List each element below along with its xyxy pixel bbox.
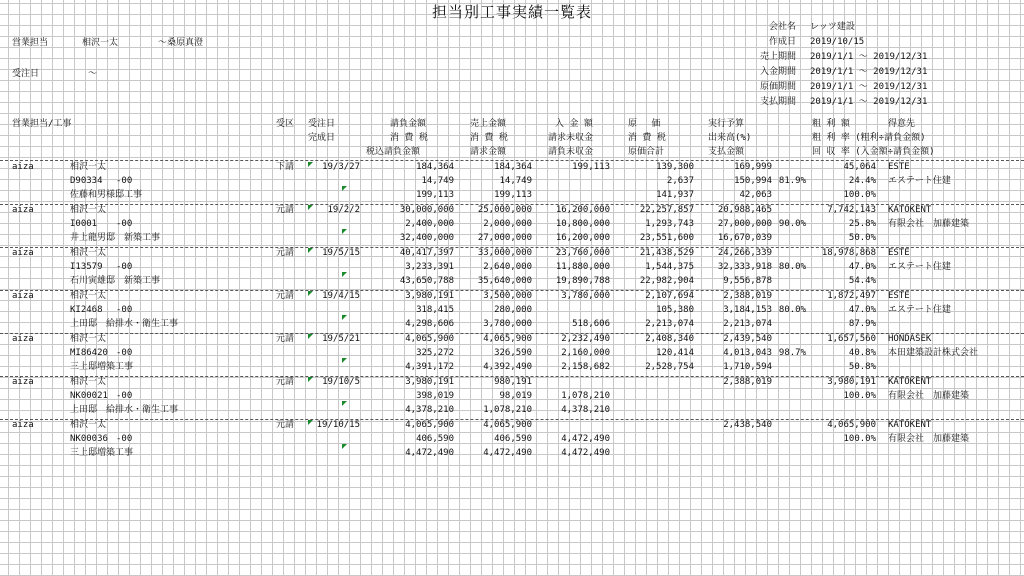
amount-cell: 43,650,788 bbox=[399, 276, 454, 286]
amount-cell: 100.0% bbox=[843, 391, 876, 401]
header-done-date: 完成日 bbox=[308, 133, 336, 143]
amount-cell: 4,472,490 bbox=[405, 448, 454, 458]
amount-cell: 81.9% bbox=[778, 176, 806, 186]
comment-flag-icon bbox=[342, 358, 347, 363]
order-date: 19/10/5 bbox=[322, 377, 360, 387]
amount-cell: 54.4% bbox=[848, 276, 876, 286]
amount-cell: 87.9% bbox=[848, 319, 876, 329]
comment-flag-icon bbox=[342, 401, 347, 406]
order-type: 下請 bbox=[276, 162, 295, 172]
amount-cell: 21,438,529 bbox=[639, 248, 694, 258]
project-branch: -00 bbox=[116, 262, 133, 272]
amount-cell: 1,544,375 bbox=[645, 262, 694, 272]
amount-cell: 2,439,540 bbox=[723, 334, 772, 344]
amount-cell: 80.0% bbox=[778, 262, 806, 272]
staff-code: aiza bbox=[12, 334, 34, 344]
amount-cell: 32,400,000 bbox=[399, 233, 454, 243]
amount-cell: 16,200,000 bbox=[555, 205, 610, 215]
staff-code: aiza bbox=[12, 162, 34, 172]
amount-cell: 3,980,191 bbox=[405, 291, 454, 301]
amount-cell: 23,551,600 bbox=[639, 233, 694, 243]
amount-cell: 98,019 bbox=[499, 391, 532, 401]
project-name: 佐藤和男様邸工事 bbox=[70, 190, 143, 200]
amount-cell: 406,590 bbox=[494, 434, 532, 444]
amount-cell: 518,606 bbox=[572, 319, 610, 329]
amount-cell: 11,880,000 bbox=[555, 262, 610, 272]
info-value: 2019/1/1 ～ 2019/12/31 bbox=[810, 52, 928, 62]
amount-cell: 139,300 bbox=[656, 162, 694, 172]
amount-cell: 14,749 bbox=[421, 176, 454, 186]
info-label: 売上期間 bbox=[759, 52, 796, 62]
amount-cell: 4,065,900 bbox=[827, 420, 876, 430]
header-invoice-unpaid: 請求未収金 bbox=[548, 133, 594, 143]
client-name: 本田建築設計株式会社 bbox=[888, 348, 979, 358]
report-title: 担当別工事実績一覧表 bbox=[431, 3, 592, 21]
amount-cell: 100.0% bbox=[843, 190, 876, 200]
amount-cell: 14,749 bbox=[499, 176, 532, 186]
project-code: MI86420 bbox=[70, 348, 108, 358]
comment-flag-icon bbox=[342, 444, 347, 449]
amount-cell: 406,590 bbox=[416, 434, 454, 444]
project-code: KI2468 bbox=[70, 305, 103, 315]
project-code: NK00036 bbox=[70, 434, 108, 444]
amount-cell: 4,472,490 bbox=[561, 434, 610, 444]
comment-flag-icon bbox=[308, 248, 313, 253]
header-contract-total: 税込請負金額 bbox=[366, 147, 421, 157]
comment-flag-icon bbox=[342, 272, 347, 277]
staff-code: aiza bbox=[12, 248, 34, 258]
staff-name: 相沢一太 bbox=[70, 248, 107, 258]
order-date: 19/3/27 bbox=[322, 162, 360, 172]
comment-flag-icon bbox=[308, 162, 313, 167]
amount-cell: 3,780,000 bbox=[483, 319, 532, 329]
staff-name: 相沢一太 bbox=[70, 162, 107, 172]
staff-name: 相沢一太 bbox=[70, 420, 107, 430]
amount-cell: 25,000,000 bbox=[477, 205, 532, 215]
order-type: 元請 bbox=[276, 377, 295, 387]
header-order-date: 受注日 bbox=[308, 119, 336, 129]
amount-cell: 20,988,465 bbox=[717, 205, 772, 215]
amount-cell: 80.0% bbox=[778, 305, 806, 315]
amount-cell: 2,640,000 bbox=[483, 262, 532, 272]
info-value: レッツ建設 bbox=[810, 22, 855, 32]
project-code: NK00021 bbox=[70, 391, 108, 401]
amount-cell: 9,556,878 bbox=[723, 276, 772, 286]
staff-code: aiza bbox=[12, 205, 34, 215]
staff-code: aiza bbox=[12, 420, 34, 430]
info-label: 原価期間 bbox=[759, 82, 796, 92]
amount-cell: 3,980,191 bbox=[405, 377, 454, 387]
amount-cell: 24,266,339 bbox=[717, 248, 772, 258]
amount-cell: 2,232,490 bbox=[561, 334, 610, 344]
sales-to: ～桑原真澄 bbox=[158, 38, 204, 48]
header-budget: 実行予算 bbox=[708, 119, 745, 129]
staff-name: 相沢一太 bbox=[70, 334, 107, 344]
amount-cell: 4,013,043 bbox=[723, 348, 772, 358]
client-name: エステート住建 bbox=[888, 176, 951, 186]
amount-cell: 2,107,694 bbox=[645, 291, 694, 301]
amount-cell: 7,742,143 bbox=[827, 205, 876, 215]
amount-cell: 4,472,490 bbox=[483, 448, 532, 458]
order-date-range: ～ bbox=[88, 69, 98, 79]
header-contract-unpaid: 請負未収金 bbox=[548, 147, 594, 157]
amount-cell: 16,200,000 bbox=[555, 233, 610, 243]
amount-cell: 2,388,019 bbox=[723, 291, 772, 301]
amount-cell: 100.0% bbox=[843, 434, 876, 444]
amount-cell: 24.4% bbox=[848, 176, 876, 186]
amount-cell: 280,000 bbox=[494, 305, 532, 315]
amount-cell: 980,191 bbox=[494, 377, 532, 387]
header-kubun: 受区 bbox=[276, 119, 295, 129]
header-progress: 出来高(%) bbox=[708, 133, 752, 143]
project-name: 上田邸 給排水・衛生工事 bbox=[70, 405, 179, 415]
amount-cell: 2,438,540 bbox=[723, 420, 772, 430]
header-client: 得意先 bbox=[888, 119, 916, 129]
amount-cell: 25.8% bbox=[848, 219, 876, 229]
header-invoice: 請求金額 bbox=[470, 147, 507, 157]
amount-cell: 2,388,019 bbox=[723, 377, 772, 387]
amount-cell: 50.0% bbox=[848, 233, 876, 243]
comment-flag-icon bbox=[308, 377, 313, 382]
project-code: D90334 bbox=[70, 176, 103, 186]
amount-cell: 98.7% bbox=[778, 348, 806, 358]
project-name: 三上邸増築工事 bbox=[70, 448, 134, 458]
amount-cell: 4,065,900 bbox=[483, 420, 532, 430]
order-type: 元請 bbox=[276, 291, 295, 301]
amount-cell: 1,872,497 bbox=[827, 291, 876, 301]
staff-code: aiza bbox=[12, 377, 34, 387]
client-name: エステート住建 bbox=[888, 262, 951, 272]
header-cost-total: 原価合計 bbox=[628, 147, 665, 157]
amount-cell: 2,637 bbox=[666, 176, 694, 186]
amount-cell: 1,078,210 bbox=[483, 405, 532, 415]
amount-cell: 199,113 bbox=[416, 190, 454, 200]
client-code: ESTE bbox=[888, 162, 910, 172]
amount-cell: 22,982,904 bbox=[639, 276, 694, 286]
amount-cell: 1,293,743 bbox=[645, 219, 694, 229]
amount-cell: 2,408,340 bbox=[645, 334, 694, 344]
amount-cell: 19,890,788 bbox=[555, 276, 610, 286]
client-code: KATOKENT bbox=[888, 205, 932, 215]
amount-cell: 3,500,000 bbox=[483, 291, 532, 301]
amount-cell: 10,800,000 bbox=[555, 219, 610, 229]
header-received: 入 金 額 bbox=[555, 119, 593, 129]
amount-cell: 2,160,000 bbox=[561, 348, 610, 358]
staff-name: 相沢一太 bbox=[70, 205, 107, 215]
amount-cell: 40,417,397 bbox=[399, 248, 454, 258]
amount-cell: 27,000,000 bbox=[717, 219, 772, 229]
staff-name: 相沢一太 bbox=[70, 291, 107, 301]
comment-flag-icon bbox=[308, 205, 313, 210]
client-name: 有限会社 加藤建築 bbox=[888, 434, 970, 444]
amount-cell: 50.8% bbox=[848, 362, 876, 372]
project-branch: -00 bbox=[116, 176, 133, 186]
amount-cell: 4,298,606 bbox=[405, 319, 454, 329]
order-date-label: 受注日 bbox=[12, 69, 40, 79]
amount-cell: 35,640,000 bbox=[477, 276, 532, 286]
order-date: 19/10/15 bbox=[316, 420, 360, 430]
info-value: 2019/1/1 ～ 2019/12/31 bbox=[810, 97, 928, 107]
header-contract: 請負金額 bbox=[390, 119, 427, 129]
amount-cell: 45,064 bbox=[843, 162, 876, 172]
info-label: 会社名 bbox=[768, 22, 796, 32]
comment-flag-icon bbox=[342, 315, 347, 320]
header-sales: 売上金額 bbox=[470, 119, 507, 129]
amount-cell: 32,333,918 bbox=[717, 262, 772, 272]
order-type: 元請 bbox=[276, 205, 295, 215]
header-cost: 原 価 bbox=[628, 119, 661, 129]
header-contract-tax: 消 費 税 bbox=[390, 133, 428, 143]
info-label: 入金期間 bbox=[759, 67, 796, 77]
amount-cell: 325,272 bbox=[416, 348, 454, 358]
header-payment: 支払金額 bbox=[708, 147, 745, 157]
project-branch: -00 bbox=[116, 219, 133, 229]
amount-cell: 184,364 bbox=[494, 162, 532, 172]
amount-cell: 30,000,000 bbox=[399, 205, 454, 215]
comment-flag-icon bbox=[308, 420, 313, 425]
project-name: 上田邸 給排水・衛生工事 bbox=[70, 319, 179, 329]
amount-cell: 3,780,000 bbox=[561, 291, 610, 301]
project-branch: -00 bbox=[116, 305, 133, 315]
project-code: I13579 bbox=[70, 262, 103, 272]
order-date: 19/5/21 bbox=[322, 334, 360, 344]
order-date: 19/5/15 bbox=[322, 248, 360, 258]
order-type: 元請 bbox=[276, 248, 295, 258]
header-gross-rate: 粗 利 率 (粗利÷請負金額) bbox=[812, 133, 926, 143]
amount-cell: 90.0% bbox=[778, 219, 806, 229]
amount-cell: 199,113 bbox=[572, 162, 610, 172]
order-date: 19/4/15 bbox=[322, 291, 360, 301]
order-date: 19/2/2 bbox=[327, 205, 360, 215]
amount-cell: 4,065,900 bbox=[483, 334, 532, 344]
project-name: 石川寅雄邸 新築工事 bbox=[70, 276, 161, 286]
amount-cell: 150,994 bbox=[734, 176, 772, 186]
amount-cell: 2,213,074 bbox=[723, 319, 772, 329]
amount-cell: 2,000,000 bbox=[483, 219, 532, 229]
amount-cell: 4,391,172 bbox=[405, 362, 454, 372]
header-separator bbox=[0, 160, 1024, 161]
project-branch: -00 bbox=[116, 391, 133, 401]
header-sales-tax: 消 費 税 bbox=[470, 133, 508, 143]
project-code: I0001 bbox=[70, 219, 98, 229]
amount-cell: 3,980,191 bbox=[827, 377, 876, 387]
amount-cell: 3,184,153 bbox=[723, 305, 772, 315]
client-code: KATOKENT bbox=[888, 377, 932, 387]
amount-cell: 4,065,900 bbox=[405, 420, 454, 430]
amount-cell: 2,528,754 bbox=[645, 362, 694, 372]
header-gross-profit: 粗 利 額 bbox=[812, 119, 850, 129]
client-code: ESTE bbox=[888, 248, 910, 258]
project-branch: -00 bbox=[116, 348, 133, 358]
header-collect-rate: 回 収 率 (入金額÷請負金額) bbox=[812, 147, 935, 157]
comment-flag-icon bbox=[342, 229, 347, 234]
amount-cell: 120,414 bbox=[656, 348, 694, 358]
amount-cell: 16,670,039 bbox=[717, 233, 772, 243]
staff-code: aiza bbox=[12, 291, 34, 301]
info-value: 2019/10/15 bbox=[810, 37, 865, 47]
order-type: 元請 bbox=[276, 334, 295, 344]
amount-cell: 47.0% bbox=[848, 262, 876, 272]
amount-cell: 4,392,490 bbox=[483, 362, 532, 372]
amount-cell: 2,158,682 bbox=[561, 362, 610, 372]
amount-cell: 1,710,594 bbox=[723, 362, 772, 372]
sales-label: 営業担当 bbox=[12, 38, 49, 48]
amount-cell: 141,937 bbox=[656, 190, 694, 200]
amount-cell: 1,657,560 bbox=[827, 334, 876, 344]
amount-cell: 4,378,210 bbox=[561, 405, 610, 415]
amount-cell: 199,113 bbox=[494, 190, 532, 200]
client-name: エステート住建 bbox=[888, 305, 951, 315]
amount-cell: 4,065,900 bbox=[405, 334, 454, 344]
staff-name: 相沢一太 bbox=[70, 377, 107, 387]
info-label: 支払期間 bbox=[759, 97, 796, 107]
info-value: 2019/1/1 ～ 2019/12/31 bbox=[810, 82, 928, 92]
client-code: KATOKENT bbox=[888, 420, 932, 430]
amount-cell: 169,999 bbox=[734, 162, 772, 172]
info-value: 2019/1/1 ～ 2019/12/31 bbox=[810, 67, 928, 77]
amount-cell: 105,380 bbox=[656, 305, 694, 315]
info-label: 作成日 bbox=[768, 37, 796, 47]
order-type: 元請 bbox=[276, 420, 295, 430]
amount-cell: 4,472,490 bbox=[561, 448, 610, 458]
amount-cell: 4,378,210 bbox=[405, 405, 454, 415]
amount-cell: 3,233,391 bbox=[405, 262, 454, 272]
amount-cell: 22,257,857 bbox=[639, 205, 694, 215]
project-name: 井上龍男邸 新築工事 bbox=[70, 233, 161, 243]
amount-cell: 326,590 bbox=[494, 348, 532, 358]
amount-cell: 47.0% bbox=[848, 305, 876, 315]
amount-cell: 18,978,868 bbox=[821, 248, 876, 258]
comment-flag-icon bbox=[308, 334, 313, 339]
comment-flag-icon bbox=[342, 186, 347, 191]
client-name: 有限会社 加藤建築 bbox=[888, 391, 970, 401]
amount-cell: 2,400,000 bbox=[405, 219, 454, 229]
client-code: HONDASEK bbox=[888, 334, 932, 344]
sales-from: 相沢一太 bbox=[82, 38, 119, 48]
client-code: ESTE bbox=[888, 291, 910, 301]
amount-cell: 33,000,000 bbox=[477, 248, 532, 258]
comment-flag-icon bbox=[308, 291, 313, 296]
amount-cell: 2,213,074 bbox=[645, 319, 694, 329]
project-branch: -00 bbox=[116, 434, 133, 444]
amount-cell: 27,000,000 bbox=[477, 233, 532, 243]
header-staff-project: 営業担当/工事 bbox=[12, 119, 72, 129]
client-name: 有限会社 加藤建築 bbox=[888, 219, 970, 229]
amount-cell: 23,760,000 bbox=[555, 248, 610, 258]
project-name: 三上邸増築工事 bbox=[70, 362, 134, 372]
amount-cell: 318,415 bbox=[416, 305, 454, 315]
amount-cell: 398,019 bbox=[416, 391, 454, 401]
amount-cell: 184,364 bbox=[416, 162, 454, 172]
amount-cell: 42,063 bbox=[739, 190, 772, 200]
amount-cell: 40.8% bbox=[848, 348, 876, 358]
header-cost-tax: 消 費 税 bbox=[628, 133, 666, 143]
amount-cell: 1,078,210 bbox=[561, 391, 610, 401]
